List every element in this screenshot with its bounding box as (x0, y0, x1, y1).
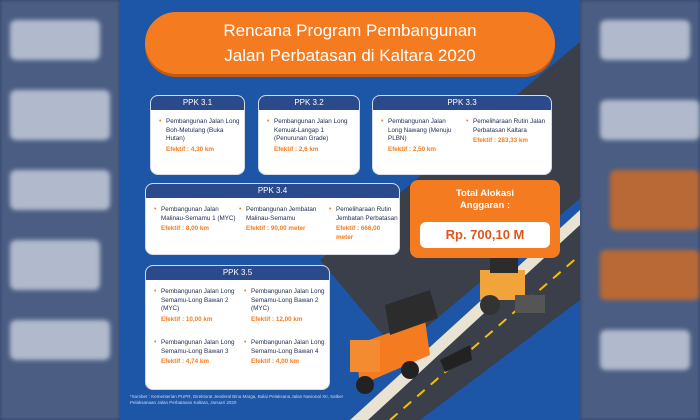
blurred-right-background (580, 0, 700, 420)
list-item: • Pemeliharaan Rutin Jembatan Perbatasan Efektif : 666,00 meter (329, 206, 398, 241)
bullet-icon: • (159, 118, 162, 125)
list-item: • Pembangunan Jalan Long Boh-Metulang (Buka Hutan) Efektif : 4,30 km (159, 118, 240, 153)
card-header: PPK 3.5 (146, 266, 329, 280)
card-header: PPK 3.1 (151, 96, 244, 110)
list-item: • Pembangunan Jalan Long Semamu-Long Bawan 4 Efektif : 4,00 km (244, 339, 325, 365)
list-item: • Pembangunan Jalan Long Semamu-Long Bawan 2 (MYC) Efektif : 12,00 km (244, 288, 325, 323)
list-item: • Pembangunan Jalan Long Kemuat-Langap 1 (Penurunan Grade) Efektif : 2,6 km (267, 118, 348, 153)
list-item: • Pembangunan Jalan Long Semamu-Long Bawan 3 Efektif : 4,74 km (154, 339, 235, 365)
card-header: PPK 3.2 (259, 96, 359, 110)
bullet-icon: • (154, 288, 157, 295)
source-note: *Sumber : Kementerian PUPR, Direktorat Jenderal Bina Marga, Balai Pelaksana Jalan Nasional XII, Satker Pelaksanaan Jalan Perbatasan Kaltara, Januari 2020 (130, 394, 344, 405)
card-ppk-3-5 (145, 265, 330, 390)
bullet-icon: • (154, 339, 157, 346)
card-header: PPK 3.4 (146, 184, 399, 198)
total-allocation-box (410, 180, 560, 258)
bullet-icon: • (267, 118, 270, 125)
card-header: PPK 3.3 (373, 96, 551, 110)
list-item: • Pembangunan Jalan Long Semamu-Long Bawan 2 (MYC) Efektif : 10,00 km (154, 288, 235, 323)
card-ppk-3-2 (258, 95, 360, 175)
list-item: • Pembangunan Jalan Long Nawang (Menuju PLBN) Efektif : 2,50 km (381, 118, 452, 153)
infographic-poster (120, 0, 580, 420)
bullet-icon: • (244, 339, 247, 346)
card-ppk-3-3 (372, 95, 552, 175)
allocation-label: Total Alokasi (455, 188, 515, 199)
list-item: • Pemeliharaan Rutin Jalan Perbatasan Kaltara Efektif : 283,33 km (466, 118, 546, 144)
bullet-icon: • (239, 206, 242, 213)
card-ppk-3-4 (145, 183, 400, 255)
bullet-icon: • (244, 288, 247, 295)
list-item: • Pembangunan Jembatan Malinau-Semamu Efektif : 90,00 meter (239, 206, 317, 232)
card-ppk-3-1 (150, 95, 245, 175)
title-line-1: Rencana Program Pembangunan (223, 21, 477, 40)
blurred-left-background (0, 0, 120, 420)
bullet-icon: • (466, 118, 469, 125)
list-item: • Pembangunan Jalan Malinau-Semamu 1 (MYC) Efektif : 8,00 km (154, 206, 236, 232)
bullet-icon: • (154, 206, 157, 213)
bullet-icon: • (329, 206, 332, 213)
bullet-icon: • (381, 118, 384, 125)
allocation-label-2: Anggaran : (459, 200, 511, 211)
title-line-2: Jalan Perbatasan di Kaltara 2020 (224, 46, 476, 65)
allocation-value: Rp. 700,10 M (420, 222, 550, 248)
